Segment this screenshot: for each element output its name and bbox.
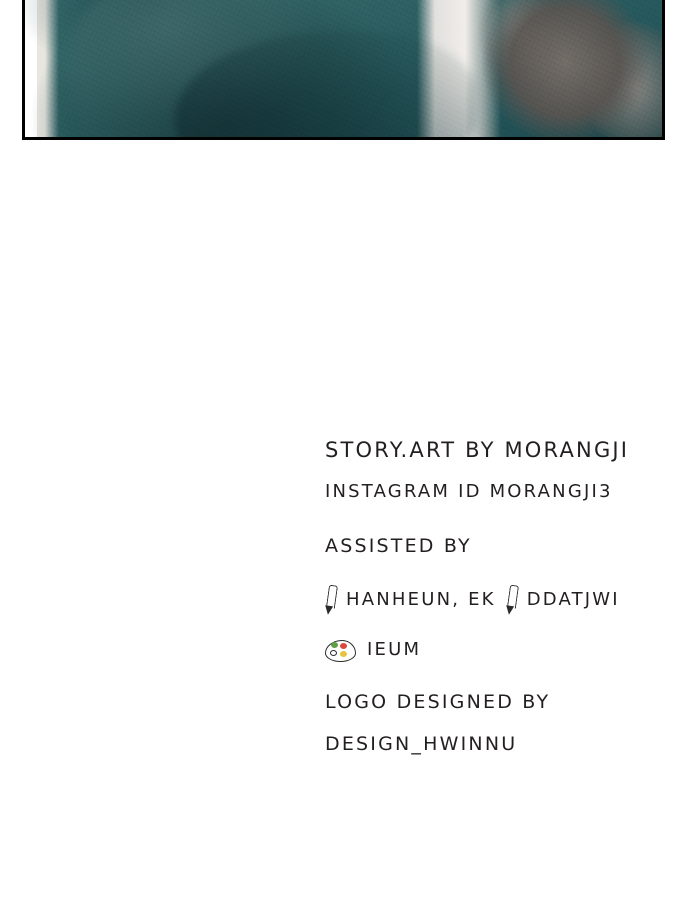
credits-block: [325, 435, 700, 757]
panel-artwork: [25, 0, 662, 137]
credit-colorist-row: [325, 637, 700, 663]
credit-assistant-names-1: HANHEUN, EK: [346, 589, 496, 610]
panel-texture-overlay: [25, 0, 662, 137]
credit-story-art: STORY.ART BY MORANGJI: [325, 438, 630, 462]
credit-assistant-names-2: DDATJWI: [526, 589, 620, 610]
pencil-icon: [323, 584, 339, 615]
credit-logo-designer: DESIGN_HWINNU: [325, 733, 518, 755]
credit-logo-heading: LOGO DESIGNED BY: [325, 691, 551, 713]
credit-instagram-id: INSTAGRAM ID MORANGJI3: [325, 481, 613, 502]
credit-colorist-name: IEUM: [367, 639, 422, 660]
pencil-icon: [504, 584, 520, 615]
credit-assisted-by-heading: ASSISTED BY: [325, 535, 472, 557]
credit-assistants-row: [325, 585, 700, 615]
comic-illustration-panel: [22, 0, 665, 140]
palette-icon: [325, 638, 355, 662]
